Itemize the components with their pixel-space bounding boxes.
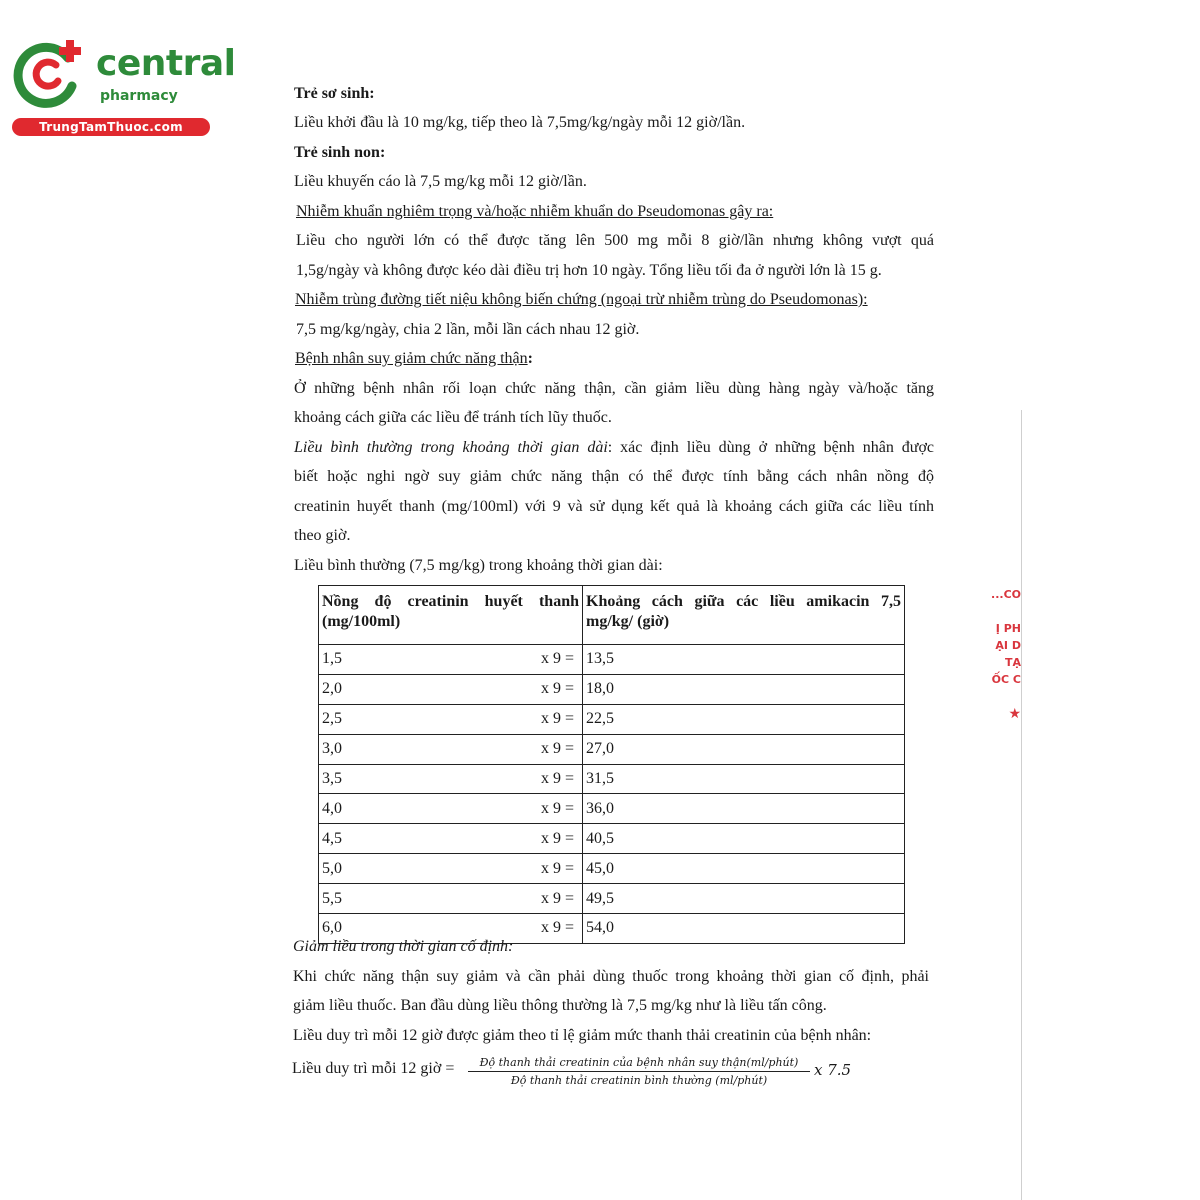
table-row [319, 794, 905, 824]
creatinine-value: 2,5 [322, 710, 342, 728]
formula-fraction [468, 1055, 810, 1088]
multiplier-label: x 9 = [540, 829, 574, 847]
interval-cell: 13,5 [583, 645, 905, 675]
stamp-line-2: Ị PH [995, 622, 1021, 635]
brand-tagline: pharmacy [100, 88, 178, 104]
stamp-line-1: ...CO [991, 588, 1021, 601]
creatinine-value: 3,5 [322, 770, 342, 787]
star-icon: ★ [1008, 706, 1021, 722]
header-interval-text: Khoảng cách giữa các liều amikacin 7,5 mg/kg/ (giờ) [586, 593, 901, 630]
fixed-dose-heading: Giảm liều trong thời gian cố định: [293, 938, 514, 955]
interval-cell: 31,5 [583, 764, 905, 794]
interval-cell: 49,5 [583, 884, 905, 914]
stamp-line-4: TẠ [1004, 656, 1021, 669]
brand-site-link[interactable]: TrungTamThuoc.com [12, 118, 210, 136]
pharmacy-cross-logo-icon [10, 38, 86, 108]
premature-heading: Trẻ sinh non: [294, 144, 386, 161]
creatinine-cell [319, 704, 583, 734]
multiplier-label: x 9 = [540, 919, 574, 937]
uti-heading: Nhiễm trùng đường tiết niệu không biến chứng (ngoại trừ nhiễm trùng do Pseudomonas): [295, 291, 868, 308]
creatinine-cell [319, 914, 583, 944]
table-row [319, 674, 905, 704]
creatinine-cell [319, 734, 583, 764]
creatinine-value: 4,0 [322, 799, 342, 817]
table-intro: Liều bình thường (7,5 mg/kg) trong khoảng thời gian dài: [294, 557, 663, 574]
severe-infection-text-1: Liều cho người lớn có thể được tăng lên 500 mg mỗi 8 giờ/lần nhưng không vượt quá [296, 232, 934, 249]
newborn-heading: Trẻ sơ sinh: [294, 85, 375, 102]
creatinine-value: 6,0 [322, 919, 342, 937]
interval-cell: 22,5 [583, 704, 905, 734]
normal-dose-text-1 [294, 437, 934, 459]
multiplier-label: x 9 = [540, 859, 574, 877]
multiplier-label: x 9 = [540, 889, 574, 907]
creatinine-cell [319, 794, 583, 824]
creatinine-value: 5,0 [322, 859, 342, 877]
red-stamp-fragment [991, 578, 1025, 733]
table-header-row [319, 586, 905, 645]
maintenance-text: Liều duy trì mỗi 12 giờ được giảm theo tỉ lệ giảm mức thanh thải creatinin của bệnh nhân: [293, 1027, 872, 1044]
creatinine-cell [319, 674, 583, 704]
page-fold-line [1021, 410, 1022, 1200]
renal-heading [295, 348, 935, 370]
multiplier-label: x 9 = [540, 710, 574, 728]
table-row [319, 734, 905, 764]
renal-text-1: Ở những bệnh nhân rối loạn chức năng thận, cần giảm liều dùng hàng ngày và/hoặc tăng [294, 380, 934, 397]
multiplier-label: x 9 = [540, 680, 574, 698]
premature-text: Liều khuyến cáo là 7,5 mg/kg mỗi 12 giờ/lần. [294, 173, 587, 190]
interval-cell: 36,0 [583, 794, 905, 824]
creatinine-value: 2,0 [322, 680, 342, 698]
fixed-dose-text-1: Khi chức năng thận suy giảm và cần phải dùng thuốc trong khoảng thời gian cố định, phải [293, 968, 929, 985]
header-creatinine-text: Nồng độ creatinin huyết thanh (mg/100ml) [322, 593, 579, 630]
renal-heading-label: Bệnh nhân suy giảm chức năng thận [295, 350, 528, 367]
creatinine-value: 1,5 [322, 650, 342, 668]
multiplier-label: x 9 = [540, 740, 574, 758]
formula-label: Liều duy trì mỗi 12 giờ = [292, 1060, 455, 1077]
formula-denominator: Độ thanh thải creatinin bình thường (ml/phút) [510, 1074, 768, 1087]
table-row [319, 914, 905, 944]
stamp-line-3: ẠI D [995, 639, 1021, 652]
multiplier-label: x 9 = [540, 799, 574, 817]
newborn-text: Liều khởi đầu là 10 mg/kg, tiếp theo là 7,5mg/kg/ngày mỗi 12 giờ/lần. [294, 114, 746, 131]
severe-infection-heading: Nhiễm khuẩn nghiêm trọng và/hoặc nhiễm khuẩn do Pseudomonas gây ra: [296, 203, 774, 220]
normal-dose-text-4: theo giờ. [294, 527, 351, 544]
creatinine-cell [319, 884, 583, 914]
creatinine-value: 5,5 [322, 889, 342, 907]
interval-cell: 40,5 [583, 824, 905, 854]
interval-cell: 45,0 [583, 854, 905, 884]
multiplier-label: x 9 = [540, 770, 574, 787]
fixed-dose-text-2: giảm liều thuốc. Ban đầu dùng liều thông thường là 7,5 mg/kg như là liều tấn công. [293, 997, 827, 1014]
formula-numerator: Độ thanh thải creatinin của bệnh nhân suy thận(ml/phút) [468, 1055, 810, 1072]
creatinine-value: 3,0 [322, 740, 342, 758]
normal-dose-text-2: biết hoặc nghi ngờ suy giảm chức năng thận có thể được tính bằng cách nhân nồng độ [294, 468, 934, 485]
table-row [319, 824, 905, 854]
creatinine-cell [319, 824, 583, 854]
table-row [319, 884, 905, 914]
creatinine-cell [319, 854, 583, 884]
header-interval [583, 586, 905, 645]
table-row [319, 854, 905, 884]
severe-infection-text-2: 1,5g/ngày và không được kéo dài điều trị hơn 10 ngày. Tổng liều tối đa ở người lớn là 15 g. [296, 262, 882, 279]
interval-cell: 18,0 [583, 674, 905, 704]
renal-heading-colon: : [527, 350, 533, 367]
table-row [319, 704, 905, 734]
brand-logo[interactable] [10, 38, 236, 138]
creatinine-cell [319, 645, 583, 675]
multiplier-label: x 9 = [540, 650, 574, 668]
formula-multiplier: x 7.5 [814, 1061, 852, 1079]
dosing-interval-table [318, 585, 905, 944]
stamp-line-5: ỐC C [991, 673, 1021, 686]
normal-dose-text-3: creatinin huyết thanh (mg/100ml) với 9 và sử dụng kết quả là khoảng cách giữa các liều tính [294, 498, 934, 515]
renal-text-2: khoảng cách giữa các liều để tránh tích lũy thuốc. [294, 409, 612, 426]
interval-cell: 27,0 [583, 734, 905, 764]
creatinine-value: 4,5 [322, 829, 342, 847]
table-body [319, 645, 905, 944]
maintenance-formula [292, 1055, 892, 1091]
interval-cell: 54,0 [583, 914, 905, 944]
uti-text: 7,5 mg/kg/ngày, chia 2 lần, mỗi lần cách nhau 12 giờ. [296, 321, 640, 338]
header-creatinine [319, 586, 583, 645]
brand-name: central [96, 43, 236, 84]
normal-dose-text-1-rest: : xác định liều dùng ở những bệnh nhân được [607, 439, 935, 456]
table-row [319, 645, 905, 675]
table-row [319, 764, 905, 794]
normal-dose-italic-title: Liều bình thường trong khoảng thời gian dài [294, 439, 608, 456]
creatinine-cell [319, 764, 583, 794]
